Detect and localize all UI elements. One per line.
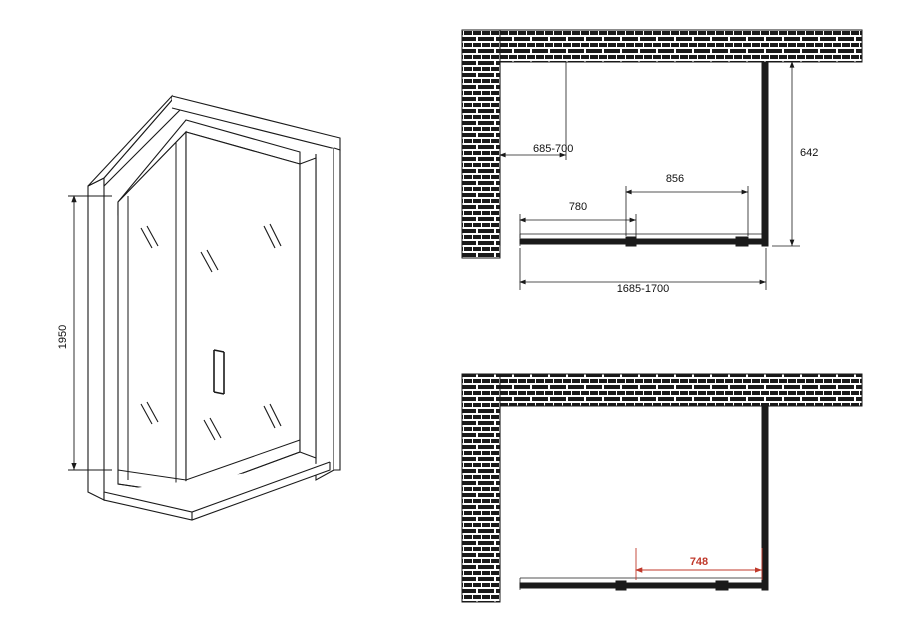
dimension-clear-passage-label: 748 — [689, 556, 709, 568]
top-plan-view-closed — [462, 30, 862, 258]
plan-dimensions-closed — [500, 42, 800, 290]
dimension-fixed-panel-label: 780 — [568, 201, 588, 213]
top-plan-view-open — [462, 374, 862, 602]
isometric-view — [88, 96, 340, 520]
dimension-inner-depth-label: 642 — [800, 147, 819, 159]
dimension-door-opening-label: 856 — [665, 173, 685, 185]
dimension-total-width-label: 1685-1700 — [616, 283, 670, 295]
dimension-height-label: 1950 — [57, 324, 69, 350]
dimension-side-depth-label: 685-700 — [533, 143, 574, 155]
